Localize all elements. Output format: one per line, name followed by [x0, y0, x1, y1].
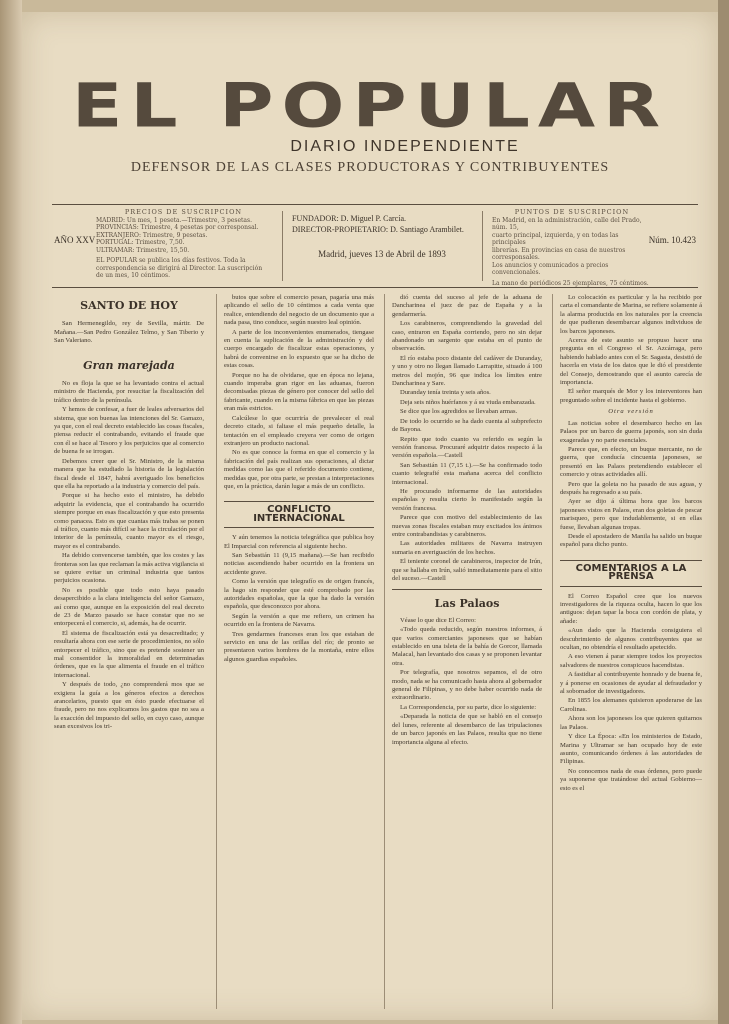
paragraph: El sistema de fiscalización está ya desacreditado; y resultaría ahora con ese serie de procedimientos, no sólo entorpecer el tráfico, sino que es pretende sostener un mal consentidor la inmoralidad en determinadas órdenes, que es la que alimenta el fraude en el tráfico internacional.: [54, 629, 204, 679]
background-edge: [718, 0, 729, 1024]
column-divider: [216, 294, 217, 1009]
paragraph: Lo colocación es particular y la ha recibido por carta el comandante de Marina, se refiere solamente á la alarma producida en los naturales por la creencia de que pudieran desembarcar algunos individuos de los barcos japoneses.: [560, 294, 702, 335]
paragraph: A eso vienen á parar siempre todos los proyectos salvadores de nuestros conspicuos hacendistas.: [560, 653, 702, 669]
column-1: [54, 294, 204, 1014]
divider: [482, 211, 483, 281]
price-line: EXTRANJERO: Trimestre, 9 pesetas.: [96, 231, 208, 239]
paragraph: Desde el apostadero de Manila ha salido un buque español para dicho punto.: [560, 532, 702, 549]
points-line: cuarto principal, izquierda, y en todas las principales: [492, 231, 619, 246]
paragraph: Porque no ha de olvidarse, que en época no lejana, cuando imperaba gran rigor en las aduanas, fueron decomisadas piezas de género por conocer del sello del fabricante, cuando en la misma fábrica en que las piezas eran más estrictos.: [224, 371, 374, 413]
points-note: La mano de periódicos 25 ejemplares, 75 céntimos.: [492, 279, 649, 287]
paragraph: No es floja la que se ha levantado contra el actual ministro de Hacienda, por resucitar la fiscalización del tráfico dentro de la península.: [54, 380, 204, 404]
director-line: DIRECTOR-PROPIETARIO: D. Santiago Arambilet.: [292, 225, 464, 234]
paragraph: El río estaba poco distante del cadáver de Duranday, y uno y otro no llegan llamado Larrapitte, situado á 100 metros del mojón, 96 que indica los límites entre Dancharinea y Sare.: [392, 354, 542, 388]
paragraph: Repito que todo cuanto va referido es según la versión francesa. Procuraré adquirir datos respecto á la versión española.—Castell: [392, 435, 542, 460]
issue-date: Madrid, jueves 13 de Abril de 1893: [318, 249, 446, 259]
conflicto-heading: CONFLICTO INTERNACIONAL: [224, 501, 374, 528]
paragraph: San Sebastián 11 (9,15 mañana).—Se han recibido noticias ascendiendo haber ocurrido en la frontera un accidente grave.: [224, 551, 374, 576]
paragraph: A fastidiar al contribuyente honrado y de buena fe, y á ponerse en ocasiones de ayudar al defraudador y al sobornador de investigadores.: [560, 671, 702, 696]
paragraph: Ayer se dijo á última hora que los barcos japoneses vistos en Palaos, eran dos goletas de pescar marisqueo, pero que indudablemente, si en ellas fuese, llevaban algunas tropas.: [560, 498, 702, 531]
paragraph: Duranday tenía treinta y seis años.: [400, 389, 491, 397]
article-columns: [54, 294, 702, 1014]
paragraph: «Todo queda reducido, según nuestros informes, á que varios comerciantes japoneses que se habían establecido en una isleta de la bahía de Gorcor, llamada Malacal, han levantado dos casas y se proponen levantar otra.: [392, 626, 542, 667]
column-3: [392, 294, 542, 1014]
paragraph: San Hermenegildo, rey de Sevilla, mártir. De Mañana.—San Pedro González Telmo, y San Tiberio y San Valeriano.: [54, 320, 204, 345]
paragraph: Las noticias sobre el desembarco hecho en las Palaos por un barco de guerra japonés, son sin duda exageradas y no parte esenciales.: [560, 419, 702, 444]
column-4: [560, 294, 702, 1014]
newspaper-motto: DEFENSOR DE LAS CLASES PRODUCTORAS Y CONTRIBUYENTES: [130, 160, 610, 175]
founder-line: FUNDADOR: D. Miguel P. Carcía.: [292, 214, 406, 223]
paragraph: butos que sobre el comercio pesan, pagaría una más aplicando el sello de 10 céntimos a cada venta que realice, entendiendo del negocio de un documento que a nada pasa, tino conduce, según nuestro leal opinión.: [224, 294, 374, 327]
paragraph: Ha debido convencerse también, que los costes y las fronteras son las que reclaman la más activa vigilancia si se quiere evitar un criminal industria que tantos perjuicios ocasiona.: [54, 552, 204, 585]
divider: [282, 211, 283, 281]
paragraph: He procurado informarme de las autoridades españolas y resulta cierto lo manifestado según la versión francesa.: [392, 487, 542, 512]
palaos-heading: Las Palaos: [392, 589, 542, 608]
paragraph: Deja seis niños huérfanos y á su viuda embarazada.: [400, 398, 536, 406]
paragraph: San Sebastián 11 (7,15 t.).—Se ha confirmado todo cuanto telegrafié esta mañana acerca del conflicto internacional.: [392, 461, 542, 486]
newspaper-page: [22, 12, 718, 1020]
paragraph: Véase lo que dice El Correo:: [400, 616, 476, 624]
points-line: librerías. En provincias en casa de nuestros corresponsales.: [492, 246, 626, 261]
paragraph: Calcúlese lo que ocurriría de prevalecer el real decreto citado, si faltase el más pequeño detalle, la tentación en el empleado creyera ver como de origen extranjero un producto nacional.: [224, 414, 374, 447]
points-line: En Madrid, en la administración, calle del Prado, núm. 15,: [492, 216, 642, 231]
founder-info: [292, 213, 472, 260]
paragraph: Como la versión que telegrafío es de origen francés, la hago sin responder que esté comprobado por las autoridades españolas, que la que ha dado la versión española, que desconozco por ahora.: [224, 578, 374, 611]
points-heading: PUNTOS DE SUSCRIPCION: [514, 208, 630, 216]
column-divider: [552, 294, 553, 1009]
book-spine: [0, 0, 22, 1024]
paragraph: Se dice que los agredidos se llevaban armas.: [400, 408, 518, 416]
issue-number: Núm. 10.423: [648, 235, 696, 245]
price-line: PORTUGAL: Trimestre, 7,50.: [96, 239, 185, 246]
paragraph: No conocemos nada de esas órdenes, pero puede ya suponerse que tratándose del actual Gobierno—esto es el: [560, 767, 702, 792]
paragraph: Y aún tenemos la noticia telegráfica que publica hoy El Imparcial con referencia al siguiente hecho.: [224, 534, 374, 550]
masthead: [22, 70, 718, 176]
column-2: [224, 294, 374, 1014]
paragraph: Según la versión a que me refiero, un crimen ha ocurrido en la frontera de Navarra.: [224, 612, 374, 629]
paragraph: Los carabineros, comprendiendo la gravedad del caso, entraron en España corriendo, pero no sin dejar abandonado un sargento que estaba en el punto de observación.: [392, 320, 542, 353]
gran-marejada-heading: Gran marejada: [83, 358, 175, 372]
paragraph: En 1855 los alemanes quisieron apoderarse de las Carolinas.: [560, 697, 702, 713]
paragraph: Y dice La Época: «En los ministerios de Estado, Marina y Ultramar se han ocupado hoy de este asunto, comunicando órdenes á las autoridades de Filipinas.: [560, 733, 702, 766]
paragraph: A parte de los inconvenientes enumerados, tiengase en cuenta la suplicación de la administración y del cuerpo encargado de fiscalizar estas operaciones, y habrá de convenirse en lo expuesto que se ha dicho de estas cosas.: [224, 328, 374, 370]
price-line: PROVINCIAS: Trimestre, 4 pesetas por corresponsal.: [96, 224, 259, 231]
paragraph: Debemos creer que el Sr. Ministro, de la misma manera que ha estudiado la historia de la legislación fiscal desde el 1847, habrá averiguado los beneficios que ella ha reportado a la industria y comercio del país.: [54, 457, 204, 490]
paragraph: El Correo Español cree que los nuevos investigadores de la riqueza oculta, hacen lo que los antiguos: dejan tapar la boca con cordón de plata, y añade:: [560, 592, 702, 625]
newspaper-subtitle: DIARIO INDEPENDIENTE: [290, 138, 520, 155]
subscription-points: [492, 209, 652, 287]
santo-heading: SANTO DE HOY: [80, 299, 178, 312]
paragraph: «Aun dado que la Hacienda consiguiera el descubrimiento de algunos contribuyentes que se ocultan, no obtendría el resultado apetecido.: [560, 627, 702, 652]
year-label: AÑO XXV: [54, 235, 96, 245]
prices-note: EL POPULAR se publica los días festivos. Toda la correspondencia se dirigirá al Director. La suscripción de un mes, 10 céntimos.: [96, 257, 263, 279]
paragraph: El señor marqués de Mor y los interventores han preguntado sobre el incidente hasta el gobierno.: [560, 388, 702, 404]
price-line: ULTRAMAR: Trimestre, 15,50.: [96, 246, 190, 254]
paragraph: La Correspondencia, por su parte, dice lo siguiente:: [400, 703, 537, 711]
paragraph: Parece que con motivo del establecimiento de las nuevas zonas fiscales estaban muy excitados los ánimos entre contrabandistas y carabineros.: [392, 514, 542, 538]
paragraph: No es que conoce la forma en que el comercio y la fabricación del país realizan sus operaciones, al dictar medidas como las que el referido documento contiene, medidas que, por otra parte, se prestan a interpretaciones que, en la práctica, darán lugar a más de un conflicto.: [224, 449, 374, 490]
paragraph: De todo lo ocurrido se ha dado cuenta al subprefecto de Bayona.: [392, 417, 542, 434]
points-line: Los anuncios y comunicados a precios convencionales.: [492, 261, 609, 276]
column-divider: [384, 294, 385, 1009]
otra-version-heading: Otra versión: [608, 408, 654, 416]
paragraph: Las autoridades militares de Navarra instruyen sumaria en averiguación de los hechos.: [392, 540, 542, 556]
paragraph: Ahora son los japoneses los que quieren quitarnos las Palaos.: [560, 715, 702, 731]
paragraph: «Deparada la noticia de que se habló en el consejo del lunes, referente al desembarco de las tripulaciones de un barco japonés en las Palaos, resulta que no tiene importancia alguna al efecto.: [392, 713, 542, 746]
newspaper-title: EL POPULAR: [71, 70, 669, 142]
paragraph: No es posible que todo esto haya pasado desapercibido a la clara inteligencia del señor Gamazo, así como que, aunque en la exposición del real decreto de 23 de Marzo pasado se hace constar que no se entorpecerá el comercio, si, además, ha de ocurrir.: [54, 586, 204, 628]
info-bar: [52, 204, 698, 288]
subscription-prices: [96, 209, 271, 280]
paragraph: dió cuenta del suceso al jefe de la aduana de Dancharinea el juez de paz de España y a la gendarmería.: [392, 294, 542, 318]
prices-heading: PRECIOS DE SUSCRIPCION: [124, 208, 243, 216]
paragraph: Parece que, en efecto, un buque mercante, no de guerra, que conducía cincuenta japoneses, se presentó en las Palaos pretendiendo establecer el comercio y otras actividades allí.: [560, 445, 702, 479]
paragraph: El teniente coronel de carabineros, inspector de Irún, que se hallaba en Irún, salió inmediatamente para el sitio del suceso.—Castell: [392, 558, 542, 582]
comentarios-heading: COMENTARIOS A LA PRENSA: [560, 560, 702, 587]
paragraph: Y después de todo, ¿no comprenderá mos que se exigiera la guía a los géneros efectos a derechos arancelarios, puesto que en ésto puede efectuarse el fraude, pero no nos explicamos los gastos que no sea a la exacción del impuesto del sello, en cuyo caso, aunque sean excesivos los tri-: [54, 681, 204, 731]
paragraph: Porque si ha hecho esto el ministro, ha debido adquirir la evidencia, que el contrabando ha ocurrido siempre porque en esas fiscalización y que esto presenta como panacea. Esto es que cuantas más trabas se ponen al tráfico, cuanto más difícil se hace la circulación por el interior de la península, cuanto mayor es el riesgo, mayor es el contrabando.: [54, 492, 204, 550]
price-line: MADRID: Un mes, 1 peseta.—Trimestre, 3 pesetas.: [96, 216, 252, 224]
paragraph: Y hemos de confesar, a fuer de leales adversarios del sistema, que son buenas las intenciones del Sr. Gamazo, ya que, con el real decreto establecido las cosas fiscales, piensa reducir el contrabando, evitando el fraude que con él se hace al Tesoro y los perjuicios que al comercio de buena fe se irrogan.: [54, 406, 204, 456]
paragraph: Por telegrafía, que nosotros sepamos, el de otro modo, nada se ha comunicado hasta ahora al gobernador general de Filipinas, y no debe haber ocurrido nada de extraordinario.: [392, 669, 542, 702]
paragraph: Acerca de este asunto se propuso hacer una pregunta en el Congreso el Sr. Azcárraga, pero habiendo hablado antes con el Sr. Sagasta, desistió de hacerla en vista de los datos que le dió el presidente del Consejo, demostrando que el asunto carecía de importancia.: [560, 337, 702, 387]
paragraph: Pero que la goleta no ha pasado de sus aguas, y después ha regresado a su país.: [560, 480, 702, 496]
paragraph: Tres gendarmes franceses eran los que estaban de servicio en una de las orillas del río; de pronto se presentaron varios hombres de la montaña, entre ellos algunos guardias españoles.: [224, 630, 374, 663]
